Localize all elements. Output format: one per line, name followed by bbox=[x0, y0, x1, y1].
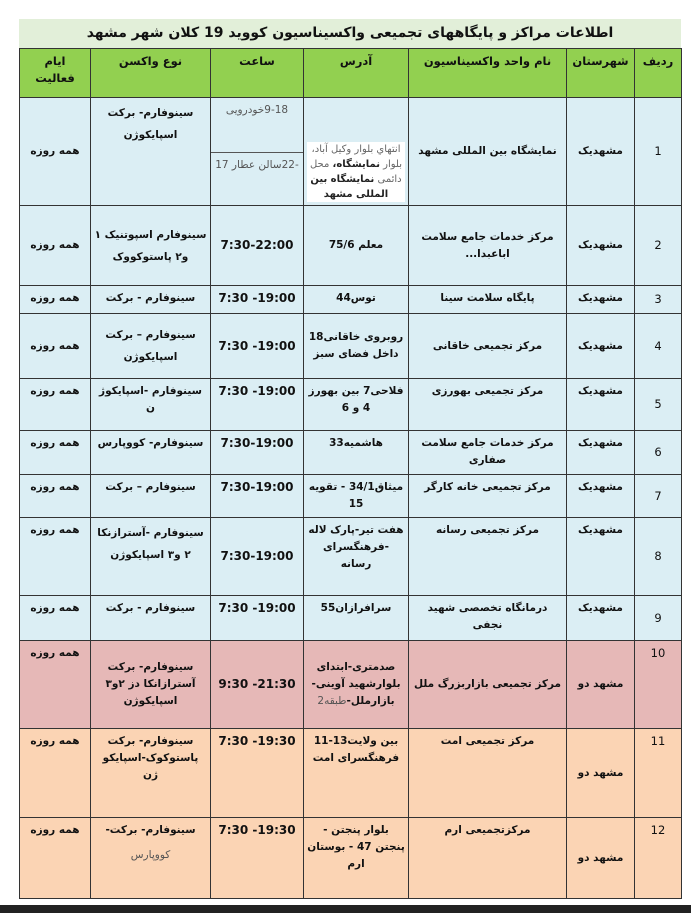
vaccine-extra: کووپارس bbox=[130, 849, 171, 861]
table-row bbox=[20, 286, 682, 314]
vaccine-type bbox=[91, 518, 211, 596]
hours-text: 7:30-22:00 bbox=[220, 238, 294, 252]
row-number-text: 7 bbox=[654, 488, 662, 503]
vaccine-type-text: سینوفارم -آسترازنکا ۲ و۳ اسپایکوژن bbox=[97, 527, 204, 561]
hours bbox=[211, 379, 304, 431]
row-number bbox=[635, 596, 682, 641]
address bbox=[304, 314, 409, 379]
active-days-text: همه روزه bbox=[30, 481, 80, 493]
center-name bbox=[409, 314, 567, 379]
vaccine-type bbox=[91, 314, 211, 379]
active-days bbox=[20, 379, 91, 431]
document-title: اطلاعات مراکز و پایگاههای تجمیعی واکسیناسیون کووید 19 کلان شهر مشهد bbox=[19, 19, 681, 48]
address bbox=[304, 379, 409, 431]
active-days bbox=[20, 314, 91, 379]
address-text: صدمتری-ابتدای بلوارشهید آوینی- بازارملل- bbox=[311, 661, 401, 707]
hours-text: 7:30-19:00 bbox=[220, 480, 294, 494]
table-row bbox=[20, 729, 682, 818]
table-row bbox=[20, 314, 682, 379]
vaccine-type bbox=[91, 818, 211, 899]
address-part: محل دائمی bbox=[309, 159, 402, 185]
table-row bbox=[20, 596, 682, 641]
county-text: مشهدیک bbox=[578, 239, 623, 251]
hours-text: 7:30 -19:00 bbox=[218, 384, 296, 398]
header-vaccine: نوع واکسن bbox=[91, 49, 211, 98]
address bbox=[304, 206, 409, 286]
county bbox=[567, 206, 635, 286]
vaccine-type bbox=[91, 206, 211, 286]
county bbox=[567, 641, 635, 729]
table-row bbox=[20, 98, 682, 206]
center-name bbox=[409, 518, 567, 596]
table-row bbox=[20, 431, 682, 475]
hours bbox=[211, 729, 304, 818]
active-days bbox=[20, 518, 91, 596]
vaccine-type-text: سینوفارم - برکت bbox=[105, 292, 196, 304]
hours bbox=[211, 475, 304, 518]
table-row bbox=[20, 475, 682, 518]
address-text: هفت تیر-پارک لاله -فرهنگسرای رسانه bbox=[308, 524, 404, 570]
row-number bbox=[635, 641, 682, 729]
center-name bbox=[409, 596, 567, 641]
address-text: روبروی خاقانی18 داخل فضای سبز bbox=[308, 331, 404, 360]
county bbox=[567, 518, 635, 596]
row-number-text: 3 bbox=[654, 292, 662, 306]
address-text: سرافرازان55 bbox=[320, 602, 392, 614]
address-part: نمايشگاه بين المللی مشهد bbox=[310, 174, 389, 200]
hours-text: 7:30-19:00 bbox=[220, 436, 294, 450]
center-name bbox=[409, 729, 567, 818]
hours bbox=[211, 596, 304, 641]
row-number bbox=[635, 518, 682, 596]
active-days bbox=[20, 475, 91, 518]
hours-text: 7:30 -19:30 bbox=[218, 734, 296, 748]
hours bbox=[211, 641, 304, 729]
county-text: مشهدیک bbox=[578, 602, 623, 614]
vaccine-type-text: سینوفارم – برکت اسپایکوژن bbox=[105, 329, 196, 363]
county bbox=[567, 818, 635, 899]
hours-text: 7:30 -19:00 bbox=[218, 291, 296, 305]
center-name bbox=[409, 818, 567, 899]
address bbox=[304, 431, 409, 475]
vaccine-type: سینوفارم- برکت اسپایکوژن bbox=[91, 98, 211, 206]
address-part: نمايشگاه، bbox=[332, 159, 380, 170]
vaccine-type-text: سینوفارم – برکت bbox=[105, 481, 196, 493]
header-county: شهرستان bbox=[567, 49, 635, 98]
center-name-text: مرکز تجمیعی خاقانی bbox=[432, 339, 543, 352]
row-number-text: 9 bbox=[654, 610, 662, 625]
header-hours: ساعت bbox=[211, 49, 304, 98]
hours-part: -22سالن عطار 17 bbox=[215, 159, 299, 171]
county-text: مشهدیک bbox=[578, 385, 623, 397]
row-number bbox=[635, 379, 682, 431]
center-name-text: درمانگاه تخصصی شهید نجفی bbox=[427, 602, 548, 631]
address-text: معلم 75/6 bbox=[328, 239, 384, 251]
county bbox=[567, 596, 635, 641]
row-number bbox=[635, 729, 682, 818]
hours-text: 7:30-19:00 bbox=[220, 549, 294, 563]
table-row bbox=[20, 518, 682, 596]
vaccine-type-text: سینوفارم- برکت آسترازانکا دز ۲و۳ اسپایکوژن bbox=[105, 661, 196, 707]
hours-part: 9-18خودرویی bbox=[211, 98, 303, 153]
hours bbox=[211, 206, 304, 286]
header-name: نام واحد واکسیناسیون bbox=[409, 49, 567, 98]
center-name bbox=[409, 431, 567, 475]
county-text: مشهد دو bbox=[577, 678, 624, 690]
row-number-text: 12 bbox=[650, 823, 666, 837]
row-number-text: 8 bbox=[654, 549, 662, 563]
row-number-text: 4 bbox=[654, 338, 662, 353]
row-number bbox=[635, 206, 682, 286]
address-text: توس44 bbox=[336, 292, 376, 304]
table-row bbox=[20, 379, 682, 431]
active-days bbox=[20, 729, 91, 818]
vaccine-type bbox=[91, 431, 211, 475]
center-name-text: مرکزتجمیعی ارم bbox=[444, 824, 531, 836]
center-name: نمایشگاه بین المللی مشهد bbox=[409, 98, 567, 206]
active-days bbox=[20, 641, 91, 729]
row-number bbox=[635, 818, 682, 899]
active-days bbox=[20, 596, 91, 641]
bottom-bar bbox=[0, 905, 691, 913]
active-days bbox=[20, 286, 91, 314]
hours-text: 7:30 -19:00 bbox=[218, 338, 296, 353]
active-days bbox=[20, 206, 91, 286]
row-number bbox=[635, 286, 682, 314]
row-number bbox=[635, 431, 682, 475]
address bbox=[304, 596, 409, 641]
active-days-text: همه روزه bbox=[30, 292, 80, 304]
row-number: 1 bbox=[635, 98, 682, 206]
row-number bbox=[635, 314, 682, 379]
table-row bbox=[20, 641, 682, 729]
center-name bbox=[409, 641, 567, 729]
address-text: بلوار پنجتن - پنجتن 47 - بوستان ارم bbox=[307, 824, 405, 870]
vaccine-type-text: سینوفارم -اسپایکوژ ن bbox=[99, 385, 202, 414]
hours-text: 7:30 -19:00 bbox=[218, 601, 296, 615]
county bbox=[567, 729, 635, 818]
hours bbox=[211, 518, 304, 596]
hours-text: 9:30 -21:30 bbox=[218, 677, 296, 691]
hours bbox=[211, 314, 304, 379]
vaccine-type-text: سینوفارم اسپوتنیک ۱ و۲ پاستوکووک bbox=[94, 228, 207, 263]
row-number-text: 10 bbox=[650, 646, 666, 660]
hours bbox=[211, 431, 304, 475]
hours bbox=[211, 98, 304, 206]
active-days-text: همه روزه bbox=[30, 647, 80, 659]
vaccine-type bbox=[91, 379, 211, 431]
center-name-text: مرکز تجمیعی رسانه bbox=[436, 524, 539, 536]
center-name-text: مرکز تجمیعی خانه کارگر bbox=[424, 481, 551, 493]
header-days: ایام فعالیت bbox=[20, 49, 91, 98]
county bbox=[567, 314, 635, 379]
address bbox=[304, 818, 409, 899]
county bbox=[567, 286, 635, 314]
county: مشهدیک bbox=[567, 98, 635, 206]
row-number-text: 5 bbox=[654, 397, 662, 411]
center-name-text: مرکز تجمیعی امت bbox=[440, 735, 535, 747]
center-name-text: مرکز خدمات جامع سلامت اباعبدا... bbox=[421, 230, 554, 260]
active-days bbox=[20, 818, 91, 899]
row-number-text: 6 bbox=[654, 445, 662, 459]
address bbox=[304, 518, 409, 596]
center-name-text: مرکز تجمیعی بهورزی bbox=[431, 385, 544, 397]
active-days-text: همه روزه bbox=[30, 239, 80, 251]
center-name bbox=[409, 475, 567, 518]
active-days-text: همه روزه bbox=[30, 385, 80, 397]
vaccine-type-text: سینوفارم- برکت پاستوکوک-اسپایکو ژن bbox=[102, 735, 199, 781]
hours-text: 7:30 -19:30 bbox=[218, 823, 296, 837]
active-days-text: همه روزه bbox=[30, 602, 80, 614]
active-days-text: همه روزه bbox=[30, 524, 80, 536]
header-row bbox=[20, 49, 682, 98]
row-number-text: 11 bbox=[650, 734, 666, 748]
center-name-text: پایگاه سلامت سینا bbox=[440, 292, 535, 304]
vaccine-type-text: سینوفارم- برکت- bbox=[105, 824, 196, 836]
county-text: مشهدیک bbox=[578, 339, 623, 352]
county bbox=[567, 379, 635, 431]
address bbox=[304, 475, 409, 518]
address bbox=[304, 729, 409, 818]
address-text: بین ولایت13-11 فرهنگسرای امت bbox=[312, 735, 400, 764]
address-text: هاشمیه33 bbox=[329, 437, 383, 449]
county bbox=[567, 475, 635, 518]
active-days-text: همه روزه bbox=[30, 735, 80, 747]
vaccine-type bbox=[91, 475, 211, 518]
vaccine-type-text: سینوفارم- کووپارس bbox=[97, 437, 204, 449]
vaccine-type bbox=[91, 596, 211, 641]
center-name-text: مرکز تجمیعی بازاربزرگ ملل bbox=[413, 678, 562, 690]
county-text: مشهدیک bbox=[578, 524, 623, 536]
address-part: انتهاي بلوار وكيل آباد، بلوار bbox=[311, 144, 403, 170]
vaccination-centers-table bbox=[19, 48, 682, 899]
address bbox=[304, 98, 409, 206]
header-address: آدرس bbox=[304, 49, 409, 98]
address bbox=[304, 286, 409, 314]
vaccine-type-text: سینوفارم - برکت bbox=[105, 602, 196, 614]
address-text: فلاحی7 بین بهورز 4 و 6 bbox=[308, 385, 404, 414]
center-name bbox=[409, 286, 567, 314]
county-text: مشهدیک bbox=[578, 481, 623, 493]
address bbox=[304, 641, 409, 729]
active-days bbox=[20, 431, 91, 475]
county bbox=[567, 431, 635, 475]
table-row bbox=[20, 206, 682, 286]
center-name bbox=[409, 379, 567, 431]
row-number bbox=[635, 475, 682, 518]
vaccine-type bbox=[91, 729, 211, 818]
row-number-text: 2 bbox=[654, 238, 662, 252]
center-name bbox=[409, 206, 567, 286]
header-row-number: رديف bbox=[635, 49, 682, 98]
address-extra: طبقه2 bbox=[317, 695, 347, 707]
vaccine-type bbox=[91, 641, 211, 729]
active-days-text: همه روزه bbox=[30, 339, 80, 352]
table-row bbox=[20, 818, 682, 899]
address-text: میثاق34/1 - تقویه 15 bbox=[308, 481, 404, 510]
county-text: مشهدیک bbox=[578, 437, 623, 449]
vaccine-type bbox=[91, 286, 211, 314]
active-days: همه روزه bbox=[20, 98, 91, 206]
hours bbox=[211, 286, 304, 314]
county-text: مشهد دو bbox=[577, 766, 624, 779]
center-name-text: مرکز خدمات جامع سلامت صفاری bbox=[421, 437, 554, 466]
county-text: مشهد دو bbox=[577, 851, 624, 864]
hours bbox=[211, 818, 304, 899]
active-days-text: همه روزه bbox=[30, 824, 80, 836]
active-days-text: همه روزه bbox=[30, 437, 80, 449]
county-text: مشهدیک bbox=[578, 292, 623, 304]
